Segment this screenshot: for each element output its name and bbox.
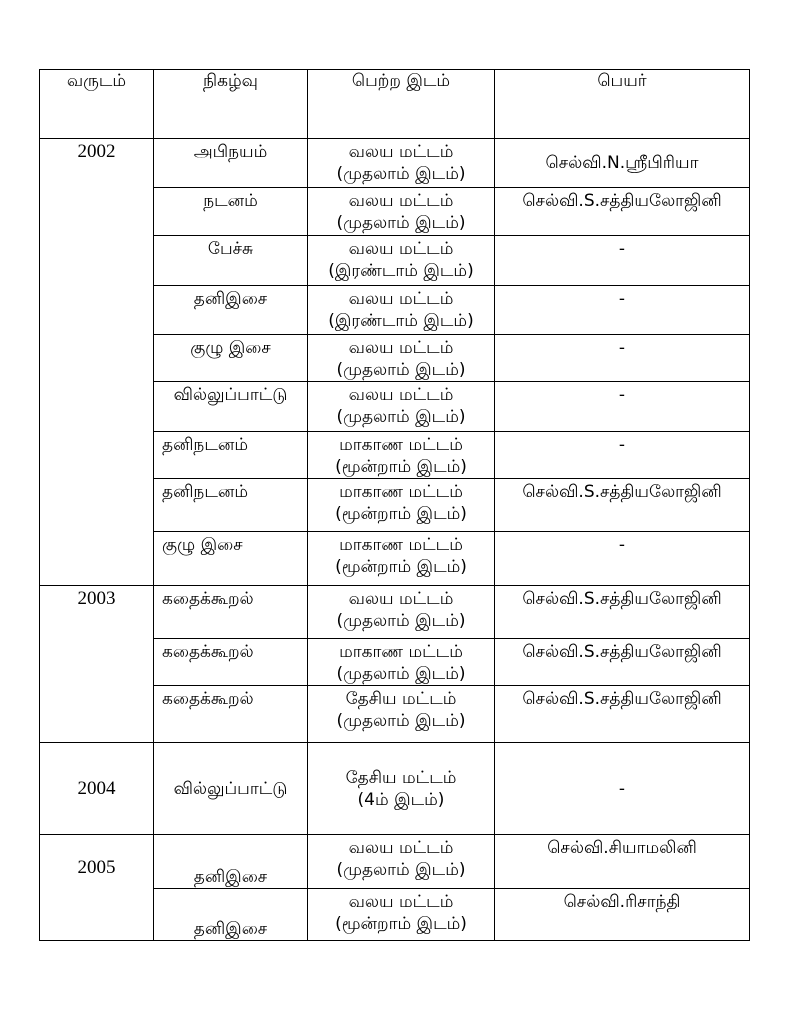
header-year: வருடம்: [40, 70, 154, 139]
place-cell: [308, 236, 495, 286]
level-text: வலய மட்டம்: [348, 338, 454, 358]
name-cell: செல்வி.S.சத்தியலோஜினி: [495, 188, 750, 236]
year-cell: 2002: [40, 139, 154, 586]
level-text: மாகாண மட்டம்: [339, 482, 463, 502]
place-cell: [308, 139, 495, 188]
name-cell: செல்வி.S.சத்தியலோஜினி: [495, 686, 750, 743]
level-text: தேசிய மட்டம்: [345, 767, 457, 788]
event-cell: நடனம்: [154, 188, 308, 236]
level-text: வலய மட்டம்: [348, 191, 454, 211]
place-cell: [308, 639, 495, 686]
rank-text: (மூன்றாம் இடம்): [335, 504, 467, 524]
place-cell: [308, 479, 495, 532]
place-cell: [308, 586, 495, 639]
name-cell: -: [495, 335, 750, 382]
rank-text: (முதலாம் இடம்): [336, 711, 466, 731]
rank-text: (முதலாம் இடம்): [336, 860, 466, 880]
rank-text: (மூன்றாம் இடம்): [335, 457, 467, 477]
place-cell: [308, 432, 495, 479]
table-row: [40, 586, 750, 639]
level-text: வலய மட்டம்: [348, 838, 454, 858]
name-cell: செல்வி.S.சத்தியலோஜினி: [495, 479, 750, 532]
name-cell: -: [495, 286, 750, 335]
event-cell: குழு இசை: [154, 335, 308, 382]
name-cell: செல்வி.ரிசாந்தி: [495, 889, 750, 941]
place-cell: [308, 188, 495, 236]
level-text: வலய மட்டம்: [348, 289, 454, 309]
level-text: வலய மட்டம்: [348, 239, 454, 259]
rank-text: (முதலாம் இடம்): [336, 213, 466, 233]
header-event: நிகழ்வு: [154, 70, 308, 139]
level-text: மாகாண மட்டம்: [339, 642, 463, 662]
level-text: தேசிய மட்டம்: [345, 689, 457, 709]
place-cell: [308, 335, 495, 382]
place-cell: [308, 286, 495, 335]
name-cell: செல்வி.S.சத்தியலோஜினி: [495, 586, 750, 639]
name-cell: -: [495, 743, 750, 835]
rank-text: (மூன்றாம் இடம்): [335, 557, 467, 577]
awards-table: [39, 69, 750, 941]
level-text: மாகாண மட்டம்: [339, 535, 463, 555]
table-row: [40, 835, 750, 889]
table-row: [40, 743, 750, 835]
rank-text: (இரண்டாம் இடம்): [328, 311, 474, 331]
name-cell: -: [495, 532, 750, 586]
header-name: பெயர்: [495, 70, 750, 139]
rank-text: (முதலாம் இடம்): [336, 164, 466, 184]
level-text: வலய மட்டம்: [348, 385, 454, 405]
place-cell: [308, 889, 495, 941]
year-cell: 2003: [40, 586, 154, 743]
place-cell: [308, 686, 495, 743]
name-cell: -: [495, 236, 750, 286]
rank-text: (முதலாம் இடம்): [336, 407, 466, 427]
place-cell: [308, 743, 495, 835]
event-cell: வில்லுப்பாட்டு: [154, 743, 308, 835]
event-cell: அபிநயம்: [154, 139, 308, 188]
year-cell: 2004: [40, 743, 154, 835]
rank-text: (இரண்டாம் இடம்): [328, 261, 474, 281]
event-cell: தனிநடனம்: [154, 432, 308, 479]
level-text: வலய மட்டம்: [348, 589, 454, 609]
name-cell: -: [495, 432, 750, 479]
event-cell: தனிநடனம்: [154, 479, 308, 532]
event-cell: தனிஇசை: [154, 835, 308, 889]
rank-text: (மூன்றாம் இடம்): [335, 914, 467, 934]
event-cell: குழு இசை: [154, 532, 308, 586]
event-cell: தனிஇசை: [154, 889, 308, 941]
event-cell: தனிஇசை: [154, 286, 308, 335]
level-text: வலய மட்டம்: [348, 142, 454, 162]
event-cell: வில்லுப்பாட்டு: [154, 382, 308, 432]
rank-text: (4ம் இடம்): [357, 789, 445, 810]
name-cell: செல்வி.N.ஸ்ரீபிரியா: [495, 139, 750, 188]
rank-text: (முதலாம் இடம்): [336, 360, 466, 380]
rank-text: (முதலாம் இடம்): [336, 611, 466, 631]
name-cell: -: [495, 382, 750, 432]
table-row: [40, 139, 750, 188]
event-cell: கதைக்கூறல்: [154, 586, 308, 639]
place-cell: [308, 382, 495, 432]
event-cell: கதைக்கூறல்: [154, 639, 308, 686]
event-cell: கதைக்கூறல்: [154, 686, 308, 743]
level-text: மாகாண மட்டம்: [339, 435, 463, 455]
rank-text: (முதலாம் இடம்): [336, 664, 466, 684]
header-row: [40, 70, 750, 139]
year-cell: 2005: [40, 835, 154, 941]
event-cell: பேச்சு: [154, 236, 308, 286]
place-cell: [308, 835, 495, 889]
place-cell: [308, 532, 495, 586]
header-place: பெற்ற இடம்: [308, 70, 495, 139]
level-text: வலய மட்டம்: [348, 892, 454, 912]
name-cell: செல்வி.சியாமலினி: [495, 835, 750, 889]
name-cell: செல்வி.S.சத்தியலோஜினி: [495, 639, 750, 686]
